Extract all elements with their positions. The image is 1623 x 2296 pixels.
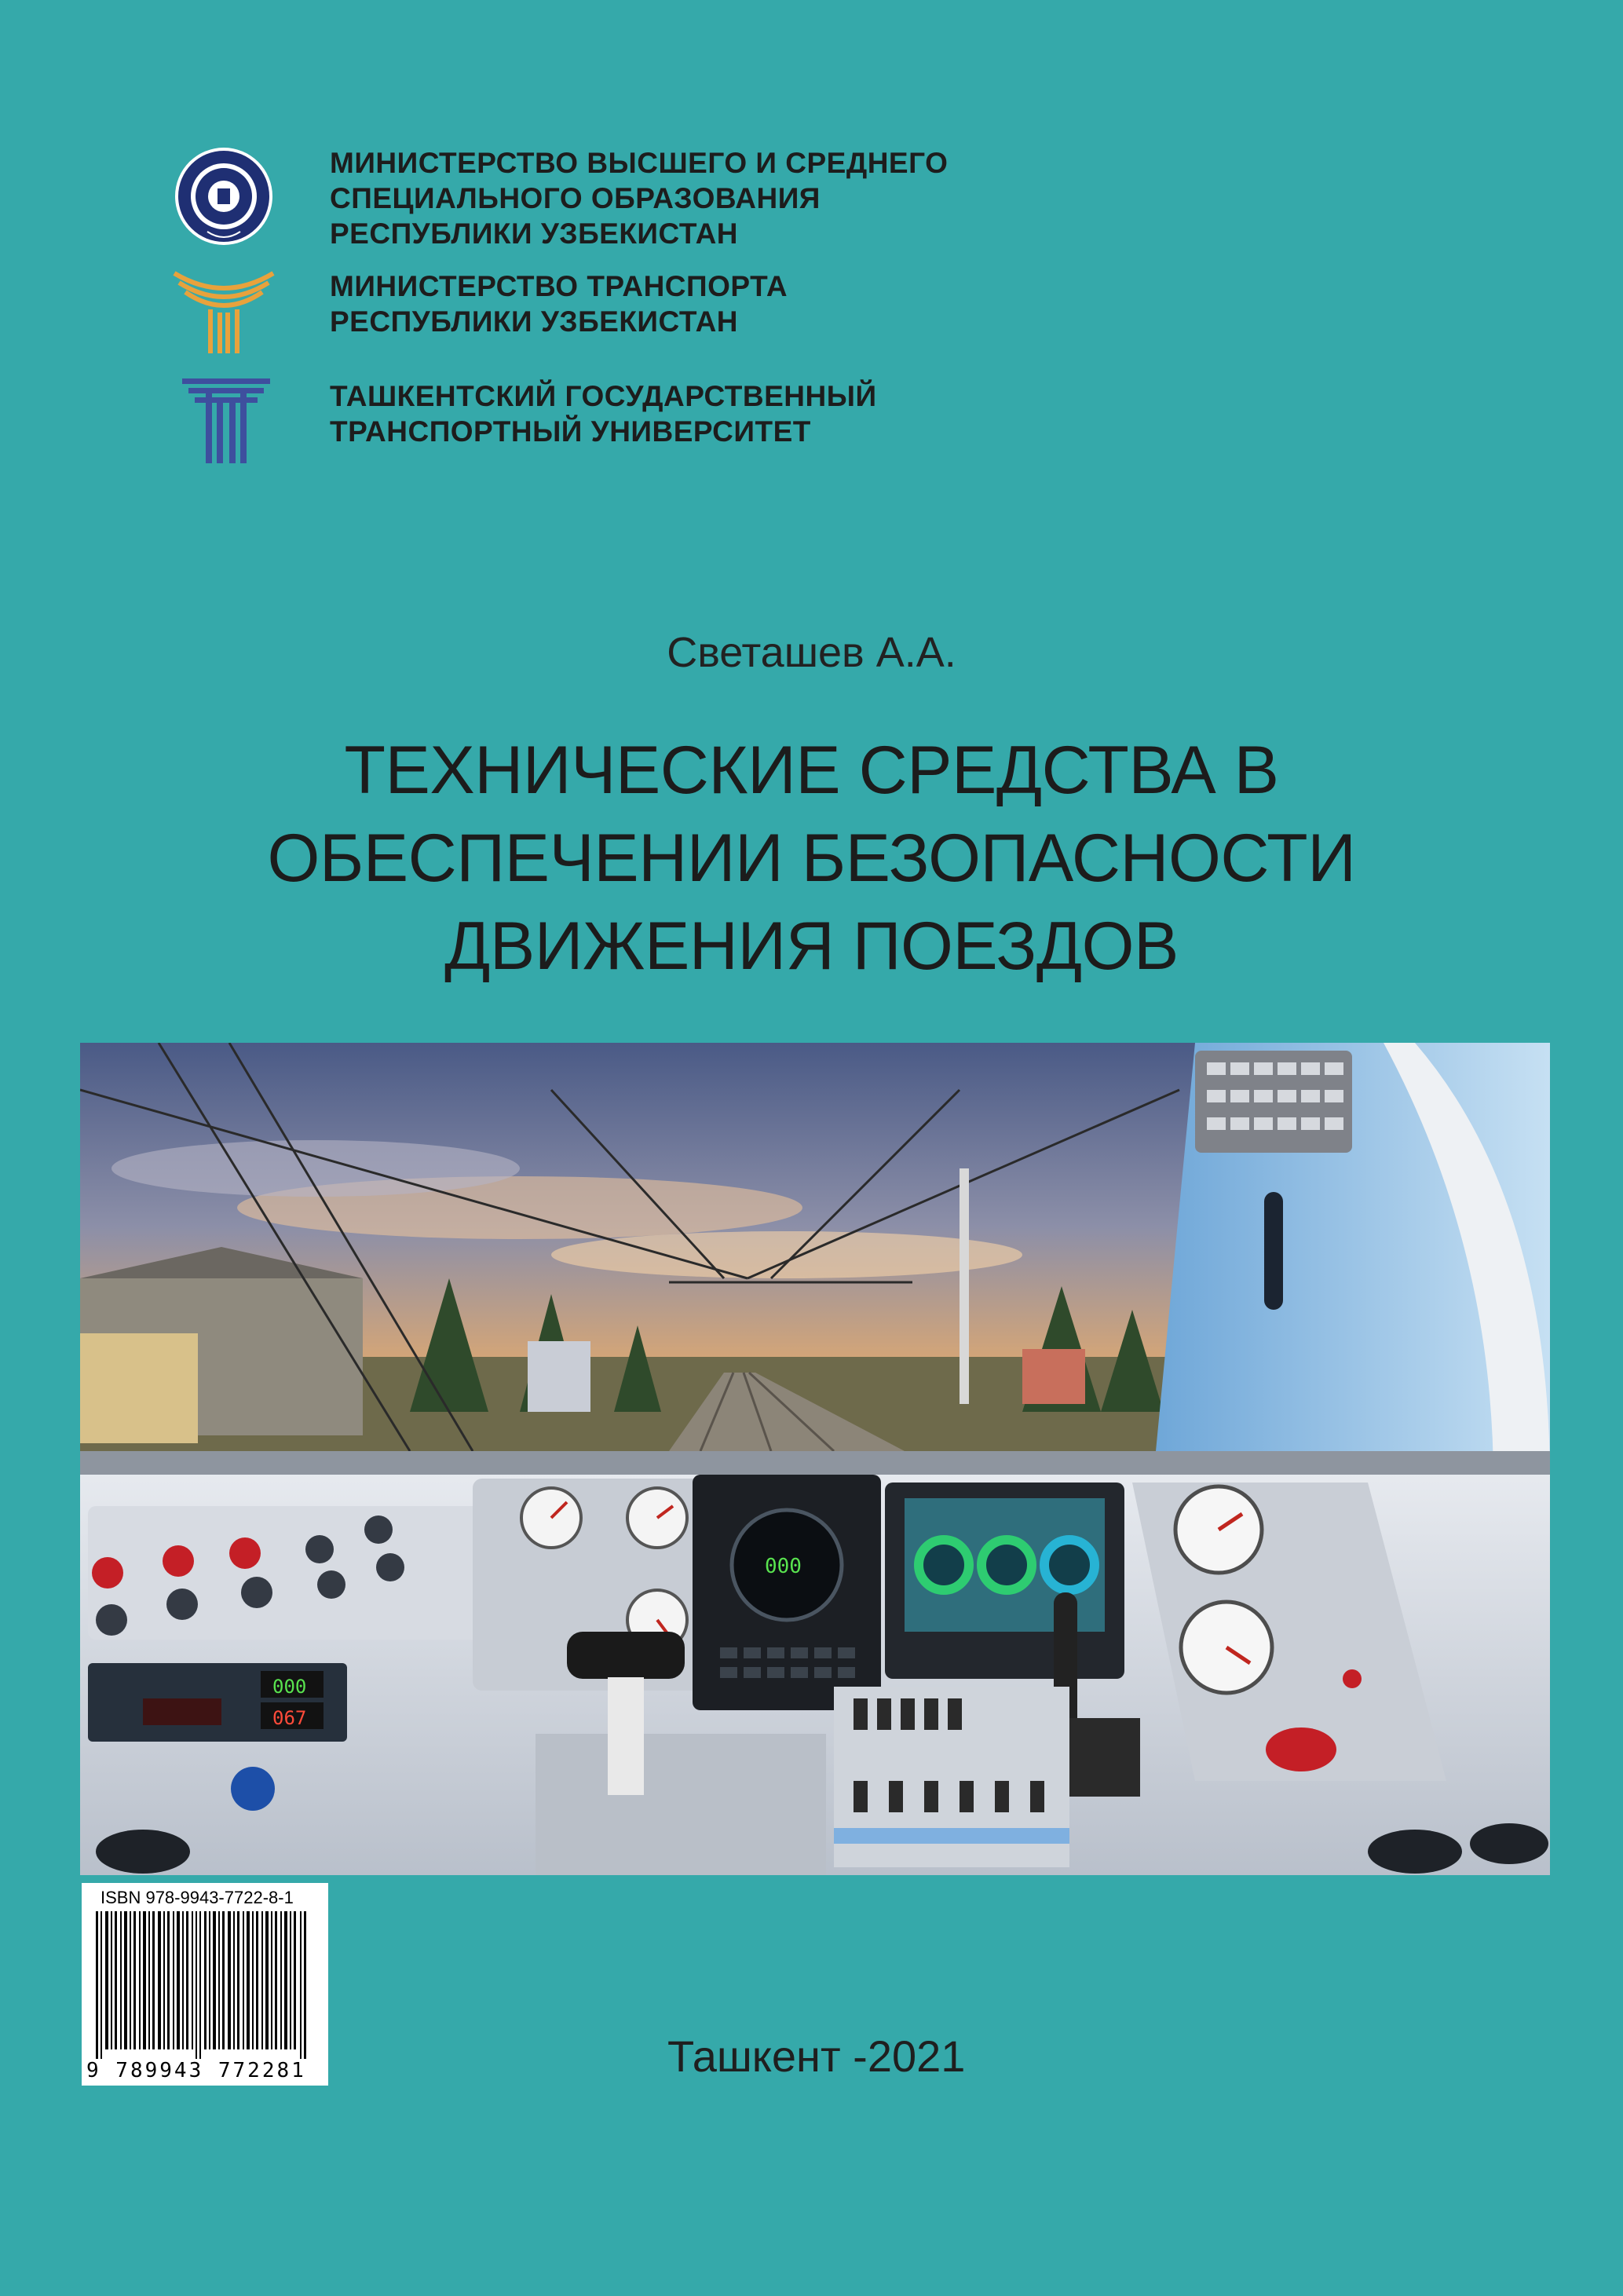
svg-text:000: 000 <box>272 1676 307 1698</box>
barcode-icon <box>96 1911 314 2059</box>
ministry-line: РЕСПУБЛИКИ УЗБЕКИСТАН <box>330 218 739 250</box>
ministry-line: МИНИСТЕРСТВО ТРАНСПОРТА <box>330 270 788 302</box>
ministry-line: РЕСПУБЛИКИ УЗБЕКИСТАН <box>330 305 739 338</box>
author: Светашев А.А. <box>667 629 956 676</box>
university-name <box>330 378 877 449</box>
ministry-transport-name <box>330 269 788 339</box>
locomotive-cab-photo <box>80 1043 1550 1875</box>
tstu-logo-icon <box>182 378 270 467</box>
title-line: ДВИЖЕНИЯ ПОЕЗДОВ <box>444 909 1179 984</box>
svg-text:000: 000 <box>765 1555 802 1578</box>
ministry-line: МИНИСТЕРСТВО ВЫСШЕГО И СРЕДНЕГО <box>330 147 949 179</box>
isbn-digits: 9 789943 772281 <box>86 2059 306 2082</box>
ministry-higher-education-name <box>330 145 948 251</box>
title-line: ТЕХНИЧЕСКИЕ СРЕДСТВА В <box>344 733 1279 808</box>
title-line: ОБЕСПЕЧЕНИИ БЕЗОПАСНОСТИ <box>267 821 1356 896</box>
svg-text:067: 067 <box>272 1707 307 1729</box>
ministry-transport-logo-icon <box>171 269 276 360</box>
isbn-barcode-block <box>82 1883 328 2086</box>
university-line: ТРАНСПОРТНЫЙ УНИВЕРСИТЕТ <box>330 415 811 448</box>
university-line: ТАШКЕНТСКИЙ ГОСУДАРСТВЕННЫЙ <box>330 380 877 412</box>
isbn-label: ISBN 978-9943-7722-8-1 <box>101 1888 294 1907</box>
ministry-line: СПЕЦИАЛЬНОГО ОБРАЗОВАНИЯ <box>330 182 821 214</box>
book-title <box>0 726 1623 990</box>
ministry-higher-education-seal-icon <box>173 145 275 251</box>
place-year: Ташкент -2021 <box>667 2031 966 2081</box>
